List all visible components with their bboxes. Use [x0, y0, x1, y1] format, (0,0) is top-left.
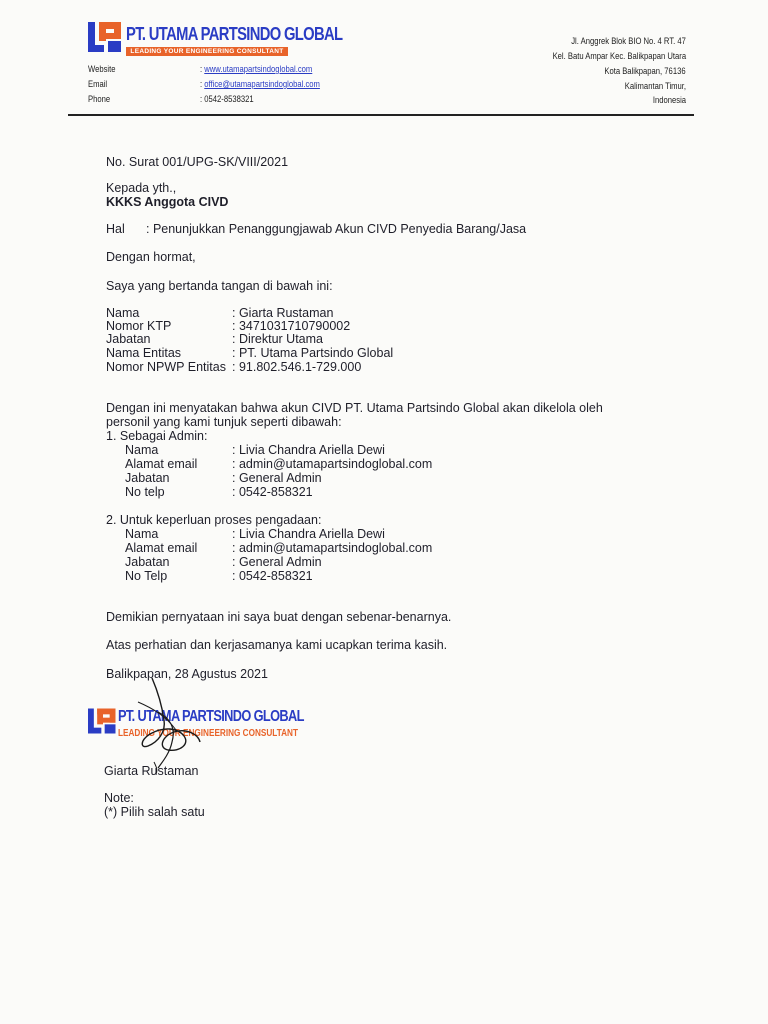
address-line-2: Kel. Batu Ampar Kec. Balikpapan Utara — [552, 51, 686, 61]
admin-value: : 0542-858321 — [232, 485, 313, 499]
address-line-4: Kalimantan Timur, — [624, 81, 686, 91]
procurement-value: : Livia Chandra Ariella Dewi — [232, 527, 385, 541]
phone-number: 0542-8538321 — [204, 94, 254, 104]
procurement-value: : General Admin — [232, 555, 322, 569]
procurement-label: Nama — [125, 527, 159, 541]
note-label: Note: — [104, 791, 134, 805]
admin-label: Nama — [125, 443, 159, 457]
address-line-5: Indonesia — [652, 95, 686, 105]
statement-line-1: Dengan ini menyatakan bahwa akun CIVD PT. Utama Partsindo Global akan dikelola oleh — [106, 401, 603, 415]
admin-label: No telp — [125, 485, 165, 499]
procurement-value: : 0542-858321 — [232, 569, 313, 583]
admin-label: Alamat email — [125, 457, 198, 471]
email-link[interactable]: office@utamapartsindoglobal.com — [204, 79, 320, 89]
place-date: Balikpapan, 28 Agustus 2021 — [106, 667, 268, 681]
company-logo-icon — [88, 22, 124, 52]
closing-statement: Demikian pernyataan ini saya buat dengan sebenar-benarnya. — [106, 610, 452, 624]
signer-label: Nomor KTP — [106, 319, 172, 333]
website-label: Website — [88, 64, 116, 74]
statement-line-2: personil yang kami tunjuk seperti dibawah: — [106, 415, 342, 429]
admin-value: : admin@utamapartsindoglobal.com — [232, 457, 433, 471]
recipient-name: KKKS Anggota CIVD — [106, 195, 229, 209]
procurement-label: Alamat email — [125, 541, 198, 555]
signer-label: Nomor NPWP Entitas — [106, 360, 226, 374]
email-value: : office@utamapartsindoglobal.com — [200, 79, 320, 89]
procurement-label: No Telp — [125, 569, 168, 583]
admin-label: Jabatan — [125, 471, 170, 485]
section-2-title: 2. Untuk keperluan proses pengadaan: — [106, 513, 322, 527]
signature-icon — [118, 672, 208, 776]
address-line-3: Kota Balikpapan, 76136 — [604, 66, 686, 76]
admin-value: : General Admin — [232, 471, 322, 485]
subject-text: : Penunjukkan Penanggungjawab Akun CIVD Penyedia Barang/Jasa — [146, 222, 527, 236]
website-value: : www.utamapartsindoglobal.com — [200, 64, 313, 74]
signer-value: : 3471031710790002 — [232, 319, 351, 333]
recipient-label: Kepada yth., — [106, 181, 177, 195]
section-1-title: 1. Sebagai Admin: — [106, 429, 208, 443]
letterhead-divider — [68, 114, 694, 116]
email-label: Email — [88, 79, 108, 89]
website-link[interactable]: www.utamapartsindoglobal.com — [204, 64, 313, 74]
admin-value: : Livia Chandra Ariella Dewi — [232, 443, 385, 457]
signer-value: : 91.802.546.1-729.000 — [232, 360, 362, 374]
company-name: PT. UTAMA PARTSINDO GLOBAL — [126, 24, 343, 44]
address-line-1: Jl. Anggrek Blok BIO No. 4 RT. 47 — [571, 36, 686, 46]
procurement-label: Jabatan — [125, 555, 170, 569]
intro-text: Saya yang bertanda tangan di bawah ini: — [106, 279, 333, 293]
signer-label: Nama Entitas — [106, 346, 182, 360]
note-text: (*) Pilih salah satu — [104, 805, 205, 819]
signer-value: : PT. Utama Partsindo Global — [232, 346, 394, 360]
letter-number: No. Surat 001/UPG-SK/VIII/2021 — [106, 155, 289, 169]
signer-label: Jabatan — [106, 332, 151, 346]
procurement-value: : admin@utamapartsindoglobal.com — [232, 541, 433, 555]
stamp-company-name: PT. UTAMA PARTSINDO GLOBAL — [118, 708, 304, 725]
stamp-tagline: LEADING YOUR ENGINEERING CONSULTANT — [118, 728, 298, 739]
signer-value: : Direktur Utama — [232, 332, 323, 346]
closing-thanks: Atas perhatian dan kerjasamanya kami ucapkan terima kasih. — [106, 638, 448, 652]
signer-label: Nama — [106, 306, 140, 320]
stamp-logo-icon — [88, 708, 118, 734]
signer-name: Giarta Rustaman — [104, 764, 199, 778]
company-tagline: LEADING YOUR ENGINEERING CONSULTANT — [126, 47, 288, 56]
phone-value: : 0542-8538321 — [200, 94, 254, 104]
phone-label: Phone — [88, 94, 111, 104]
subject-label: Hal — [106, 222, 125, 236]
greeting: Dengan hormat, — [106, 250, 196, 264]
signer-value: : Giarta Rustaman — [232, 306, 334, 320]
